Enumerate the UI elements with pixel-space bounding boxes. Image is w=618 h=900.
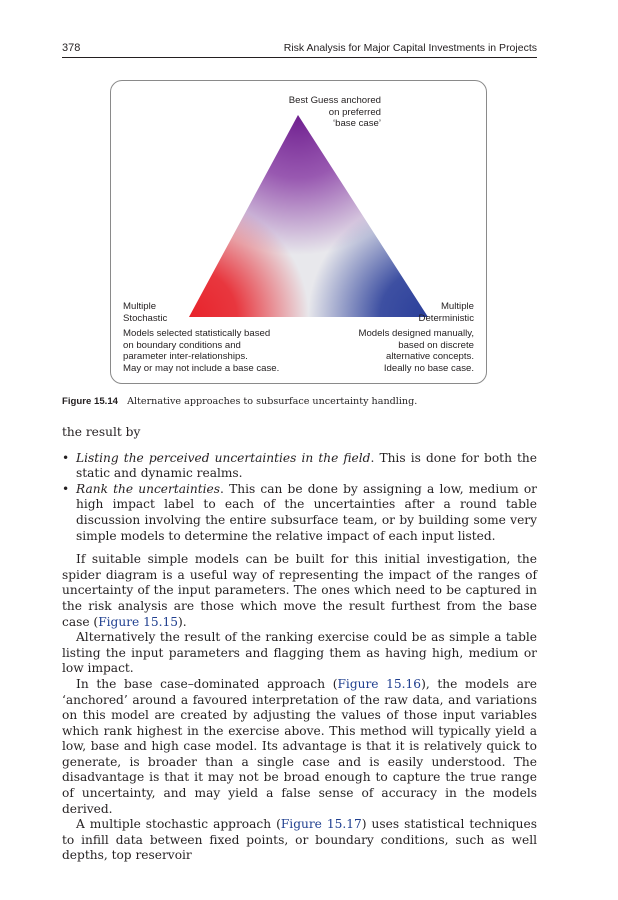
triangle-right-shade [189,115,428,317]
paragraph-text: ), the models are ‘anchored’ around a favoured interpretation of the raw data, and variations on this model are created by adjusting the values of those input variables which rank highest in the exercise above. This method will typically yield a low, base and high case model. Its advantage is that it is relatively quick to generate, is broader than a single case and is easily understood. The disadvantage is that it may not be broad enough to capture the true range of uncertainty, and may yield a false sense of accuracy in the models derived. [62,676,538,816]
left-desc-line: Models selected statistically based [123,328,271,339]
left-desc-line: parameter inter-relationships. [123,351,248,362]
bullet-icon: • [62,450,70,465]
bullet-icon: • [62,481,70,496]
bullet-list [62,451,537,545]
paragraph-text: In the base case–dominated approach ( [76,676,338,691]
figure-caption-text: Alternative approaches to subsurface uncertainty handling. [127,396,418,407]
right-desc-line: Models designed manually, [358,328,474,339]
right-title-line: Deterministic [418,312,474,324]
paragraph [62,677,537,817]
paragraph [62,817,537,864]
right-vertex-title [419,301,474,324]
top-vertex-label [261,95,381,130]
uncertainty-triangle-figure [110,80,487,384]
running-header [62,42,537,57]
left-vertex-title [123,301,167,324]
bullet-text: . This can be done by assigning a low, medium or high impact label to each of the uncertainties after a round table discussion involving the entire subsurface team, or by building some very simple models to determine the relative impact of each input listed. [76,481,538,543]
figure-number: Figure 15.14 [62,396,118,407]
bullet-item [62,451,537,482]
figure-caption [62,396,537,407]
right-desc-line: based on discrete [398,339,474,351]
left-desc-line: May or may not include a base case. [123,362,280,374]
top-label-line: on preferred [328,106,381,118]
right-desc-line: alternative concepts. [386,351,474,362]
running-title: Risk Analysis for Major Capital Investments in Projects [283,42,537,54]
paragraph [62,552,537,630]
left-title-line: Multiple [123,301,157,312]
bullet-text: . This is done for both the static and dynamic realms. [76,450,537,481]
right-vertex-description [274,328,474,374]
bullet-emphasis: Rank the uncertainties [76,481,221,496]
bullet-item [62,482,537,544]
lead-sentence: the result by [62,425,141,439]
paragraph-text: ). [178,614,187,629]
bullet-emphasis: Listing the perceived uncertainties in the field [76,450,371,465]
paragraph: Alternatively the result of the ranking exercise could be as simple a table listing the input parameters and flagging them as having high, medium or low impact. [62,630,537,676]
figure-reference-link[interactable]: Figure 15.15 [98,614,179,629]
top-label-line: Best Guess anchored [288,95,381,106]
page-number: 378 [62,42,81,54]
body-text [62,425,537,864]
figure-reference-link[interactable]: Figure 15.16 [337,676,422,691]
right-title-line: Multiple [440,301,474,312]
header-rule [62,57,537,58]
left-desc-line: on boundary conditions and [123,339,241,351]
top-label-line: ‘base case’ [333,118,381,129]
paragraph-text: If suitable simple models can be built for this initial investigation, the spider diagram is a useful way of representing the impact of the ranges of uncertainty of the input parameters. The ones which need to be captured in the risk analysis are those which move the result furthest from the base case ( [62,552,537,629]
left-title-line: Stochastic [123,312,168,324]
figure-reference-link[interactable]: Figure 15.17 [280,817,362,832]
paragraph-text: A multiple stochastic approach ( [76,817,281,832]
right-desc-line: Ideally no base case. [383,362,474,374]
paragraph-text: ) uses statistical techniques to infill data between fixed points, or boundary conditions, such as well depths, top reservoir [62,817,537,863]
